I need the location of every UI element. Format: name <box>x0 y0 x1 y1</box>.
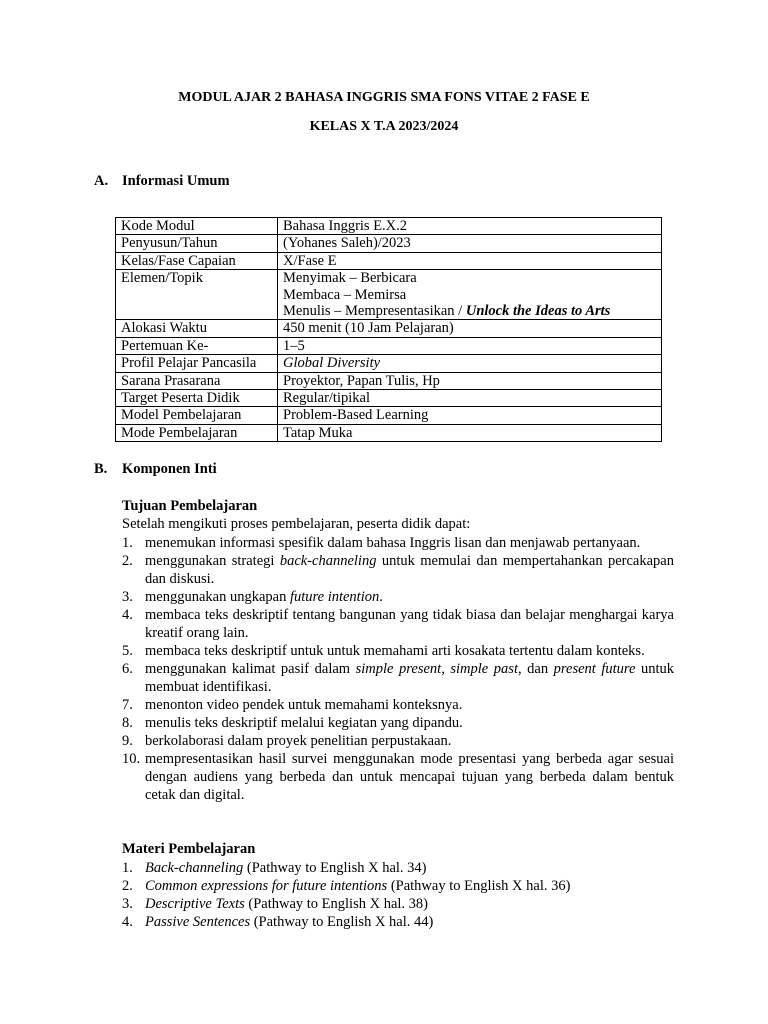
row-value: X/Fase E <box>278 252 662 269</box>
item-emphasis: simple present <box>355 661 442 677</box>
item-number: 3. <box>122 589 133 605</box>
table-row <box>116 407 662 424</box>
list-item <box>122 606 674 642</box>
item-text: (Pathway to English X hal. 38) <box>244 896 428 912</box>
list-item <box>122 534 674 552</box>
table-row <box>116 355 662 372</box>
item-number: 5. <box>122 643 133 659</box>
table-row <box>116 218 662 235</box>
item-emphasis: Passive Sentences <box>145 914 251 930</box>
row-key: Target Peserta Didik <box>116 390 278 407</box>
row-value: Proyektor, Papan Tulis, Hp <box>278 372 662 389</box>
materi-heading: Materi Pembelajaran <box>122 841 256 857</box>
item-number: 6. <box>122 661 133 677</box>
item-number: 8. <box>122 715 133 731</box>
item-emphasis: back-channeling <box>279 553 377 569</box>
row-value: Bahasa Inggris E.X.2 <box>278 218 662 235</box>
row-value: 1–5 <box>278 337 662 354</box>
table-row <box>116 372 662 389</box>
list-item <box>122 552 674 588</box>
list-item <box>122 895 674 913</box>
info-table <box>115 217 662 442</box>
section-b-title: Komponen Inti <box>122 461 217 477</box>
tujuan-intro: Setelah mengikuti proses pembelajaran, peserta didik dapat: <box>122 516 471 532</box>
topic-title: Unlock the Ideas to Arts <box>465 303 611 320</box>
item-text: untuk memulai dan mempertahankan percakapan dan diskusi. <box>145 553 674 587</box>
item-text: membaca teks deskriptif untuk untuk memahami arti kosakata tertentu dalam konteks. <box>145 643 645 659</box>
item-text: mempresentasikan hasil survei menggunakan mode presentasi yang berbeda agar sesuai dengan audiens yang berbeda dan untuk mencapai tujuan yang berbeda dalam bentuk cetak dan digital. <box>145 751 674 803</box>
item-text: (Pathway to English X hal. 36) <box>387 878 571 894</box>
table-row <box>116 252 662 269</box>
row-value: Regular/tipikal <box>278 390 662 407</box>
item-number: 7. <box>122 697 133 713</box>
row-key: Sarana Prasarana <box>116 372 278 389</box>
row-value-prefix: Menulis – Mempresentasikan / <box>283 303 466 320</box>
item-number: 4. <box>122 607 133 623</box>
item-number: 9. <box>122 733 133 749</box>
section-b-letter: B. <box>94 461 108 477</box>
item-text: menemukan informasi spesifik dalam bahasa Inggris lisan dan menjawab pertanyaan. <box>145 535 641 551</box>
item-number: 1. <box>122 535 133 551</box>
item-text: (Pathway to English X hal. 44) <box>250 914 434 930</box>
row-value: Problem-Based Learning <box>278 407 662 424</box>
list-item <box>122 642 674 660</box>
row-key: Kelas/Fase Capaian <box>116 252 278 269</box>
item-text: berkolaborasi dalam proyek penelitian perpustakaan. <box>145 733 452 749</box>
item-text: menggunakan kalimat pasif dalam <box>145 661 356 677</box>
table-row <box>116 337 662 354</box>
item-number: 2. <box>122 878 133 894</box>
table-row <box>116 390 662 407</box>
item-number: 10. <box>122 751 141 767</box>
row-key: Profil Pelajar Pancasila <box>116 355 278 372</box>
section-a-heading <box>94 173 230 190</box>
list-item <box>122 588 674 606</box>
item-emphasis: future intention <box>289 589 380 605</box>
item-text: menggunakan strategi <box>145 553 280 569</box>
item-emphasis: simple past <box>450 661 518 677</box>
item-text: untuk membuat identifikasi. <box>145 661 675 695</box>
row-key: Pertemuan Ke- <box>116 337 278 354</box>
list-item <box>122 732 674 750</box>
list-item <box>122 660 674 696</box>
row-key: Alokasi Waktu <box>116 320 278 337</box>
list-item <box>122 913 674 931</box>
row-value: Global Diversity <box>278 355 662 372</box>
table-row <box>116 320 662 337</box>
list-item <box>122 859 674 877</box>
item-text: membaca teks deskriptif tentang bangunan yang tidak biasa dan belajar menghargai karya kreatif orang lain. <box>145 607 674 641</box>
row-value: (Yohanes Saleh)/2023 <box>278 235 662 252</box>
row-value-line: Membaca – Memirsa <box>283 286 407 303</box>
materi-list <box>122 859 674 931</box>
row-value: Tatap Muka <box>278 424 662 441</box>
item-text: , <box>441 661 451 677</box>
tujuan-list <box>122 534 674 804</box>
section-b-heading <box>94 461 217 478</box>
list-item <box>122 750 674 804</box>
row-key: Model Pembelajaran <box>116 407 278 424</box>
item-number: 4. <box>122 914 133 930</box>
row-key: Kode Modul <box>116 218 278 235</box>
row-value <box>278 270 662 320</box>
item-number: 2. <box>122 553 133 569</box>
item-text: menggunakan ungkapan <box>145 589 290 605</box>
item-number: 1. <box>122 860 133 876</box>
table-row <box>116 235 662 252</box>
table-row <box>116 270 662 320</box>
list-item <box>122 714 674 732</box>
item-emphasis: present future <box>553 661 636 677</box>
document-title: MODUL AJAR 2 BAHASA INGGRIS SMA FONS VITAE 2 FASE E <box>178 90 590 105</box>
item-text: . <box>379 589 383 605</box>
item-text: menulis teks deskriptif melalui kegiatan yang dipandu. <box>145 715 463 731</box>
document-subtitle: KELAS X T.A 2023/2024 <box>309 119 459 134</box>
item-number: 3. <box>122 896 133 912</box>
item-text: (Pathway to English X hal. 34) <box>243 860 427 876</box>
item-text: menonton video pendek untuk memahami konteksnya. <box>145 697 463 713</box>
row-value: 450 menit (10 Jam Pelajaran) <box>278 320 662 337</box>
row-key: Elemen/Topik <box>116 270 278 320</box>
item-emphasis: Common expressions for future intentions <box>145 878 388 894</box>
table-row <box>116 424 662 441</box>
item-text: , dan <box>517 661 554 677</box>
list-item <box>122 696 674 714</box>
list-item <box>122 877 674 895</box>
row-key: Penyusun/Tahun <box>116 235 278 252</box>
section-a-letter: A. <box>94 173 109 189</box>
row-value-line <box>283 303 656 319</box>
row-key: Mode Pembelajaran <box>116 424 278 441</box>
item-emphasis: Descriptive Texts <box>145 896 245 912</box>
tujuan-heading: Tujuan Pembelajaran <box>122 498 258 514</box>
row-value-line: Menyimak – Berbicara <box>283 270 417 287</box>
section-a-title: Informasi Umum <box>122 173 230 189</box>
item-emphasis: Back-channeling <box>145 860 244 876</box>
